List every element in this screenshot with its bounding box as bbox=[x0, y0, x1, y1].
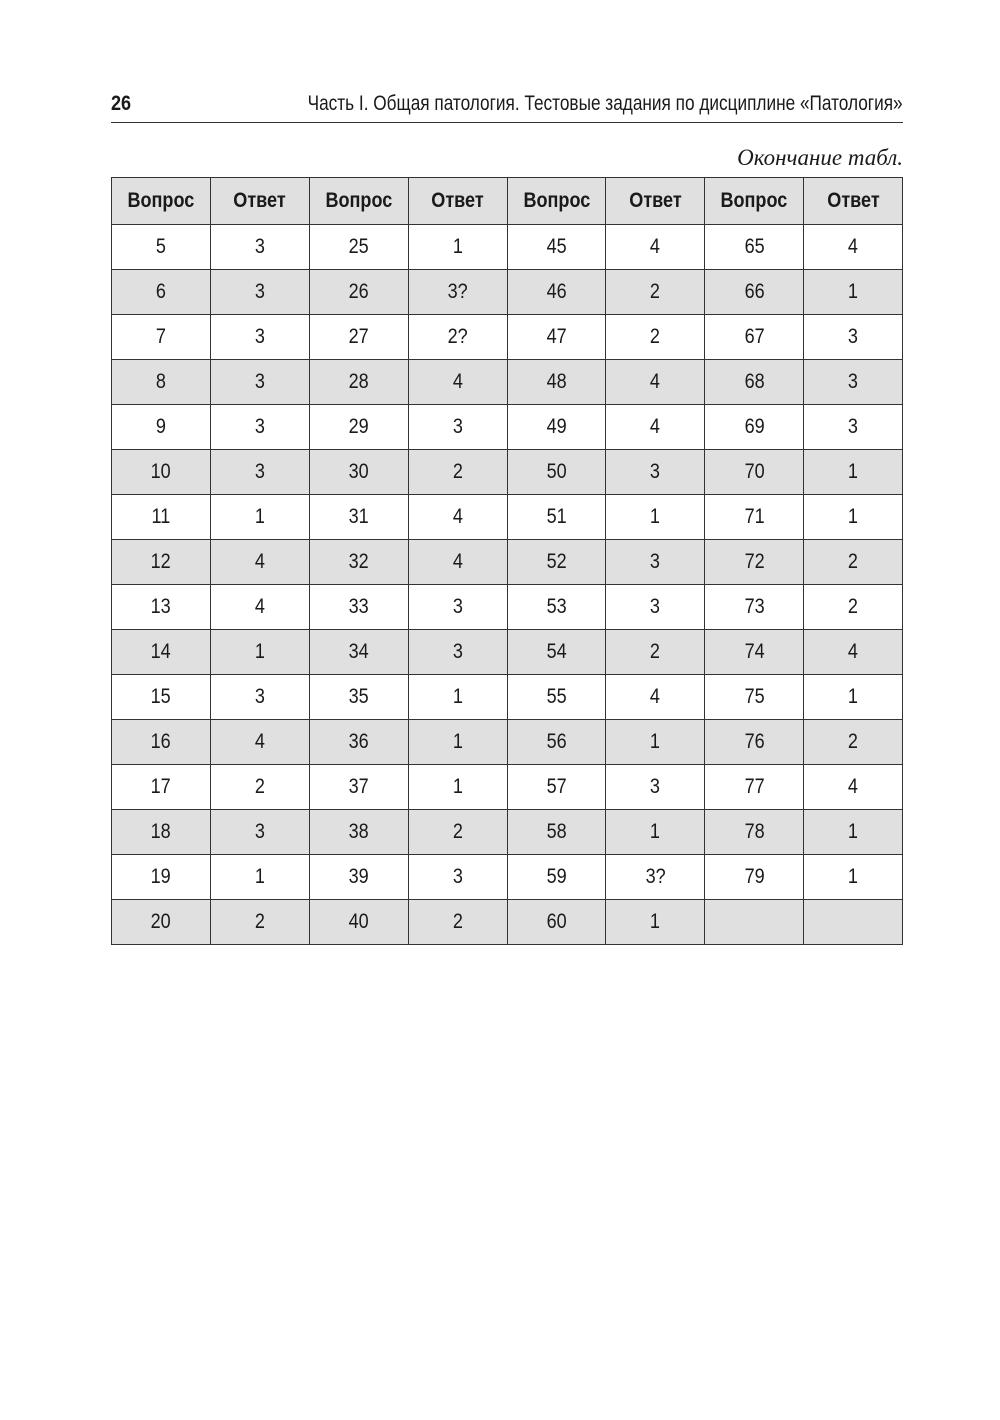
cell-value: 11 bbox=[151, 505, 171, 528]
cell-value: 3 bbox=[452, 415, 463, 438]
cell-value: 39 bbox=[348, 865, 369, 888]
column-header-label: Ответ bbox=[629, 189, 682, 212]
cell-value: 1 bbox=[452, 730, 463, 753]
answer-cell bbox=[804, 315, 903, 360]
cell-value: 1 bbox=[650, 505, 661, 528]
answer-cell bbox=[408, 270, 507, 315]
running-title: Часть I. Общая патология. Тестовые задания по дисциплине «Патология» bbox=[308, 92, 903, 115]
cell-value: 52 bbox=[546, 550, 567, 573]
cell-value: 3? bbox=[447, 280, 468, 303]
cell-value: 3 bbox=[254, 460, 265, 483]
cell-value: 53 bbox=[546, 595, 567, 618]
table-row bbox=[112, 360, 903, 405]
answer-cell bbox=[408, 360, 507, 405]
page-number: 26 bbox=[111, 92, 132, 115]
cell-value: 77 bbox=[744, 775, 765, 798]
answer-cell bbox=[210, 810, 309, 855]
cell-value: 66 bbox=[744, 280, 765, 303]
cell-value: 14 bbox=[150, 640, 171, 663]
cell-value: 17 bbox=[150, 775, 171, 798]
cell-value: 65 bbox=[744, 235, 765, 258]
cell-value: 3 bbox=[848, 415, 859, 438]
answer-cell bbox=[210, 405, 309, 450]
cell-value: 3 bbox=[254, 235, 265, 258]
answer-cell bbox=[210, 540, 309, 585]
table-row bbox=[112, 855, 903, 900]
answers-table bbox=[111, 177, 903, 945]
answer-cell bbox=[408, 630, 507, 675]
cell-value: 3 bbox=[650, 460, 661, 483]
question-cell bbox=[705, 810, 804, 855]
cell-value: 56 bbox=[546, 730, 567, 753]
answer-cell bbox=[804, 360, 903, 405]
cell-value: 3 bbox=[848, 370, 859, 393]
cell-value: 2 bbox=[254, 775, 265, 798]
question-cell bbox=[507, 720, 606, 765]
cell-value: 7 bbox=[155, 325, 166, 348]
running-head bbox=[111, 88, 903, 123]
cell-value: 76 bbox=[744, 730, 765, 753]
table-row bbox=[112, 630, 903, 675]
question-cell bbox=[705, 855, 804, 900]
cell-value: 26 bbox=[348, 280, 369, 303]
question-cell bbox=[309, 225, 408, 270]
answer-cell bbox=[606, 900, 705, 945]
table-row bbox=[112, 270, 903, 315]
cell-value: 10 bbox=[150, 460, 171, 483]
answer-cell bbox=[606, 315, 705, 360]
question-cell bbox=[705, 540, 804, 585]
table-row bbox=[112, 495, 903, 540]
question-cell bbox=[705, 315, 804, 360]
cell-value: 3 bbox=[848, 325, 859, 348]
cell-value: 2 bbox=[848, 550, 859, 573]
cell-value: 1 bbox=[848, 460, 859, 483]
answer-cell bbox=[804, 810, 903, 855]
cell-value: 1 bbox=[650, 730, 661, 753]
answer-cell bbox=[606, 270, 705, 315]
cell-value: 1 bbox=[452, 235, 463, 258]
answer-cell bbox=[408, 405, 507, 450]
cell-value: 3? bbox=[645, 865, 666, 888]
answer-cell bbox=[606, 540, 705, 585]
question-cell bbox=[507, 225, 606, 270]
cell-value: 48 bbox=[546, 370, 567, 393]
question-cell bbox=[507, 630, 606, 675]
question-cell bbox=[112, 495, 211, 540]
question-cell bbox=[705, 270, 804, 315]
answer-cell bbox=[408, 900, 507, 945]
question-cell bbox=[705, 225, 804, 270]
cell-value: 2 bbox=[848, 730, 859, 753]
question-cell bbox=[112, 810, 211, 855]
cell-value: 37 bbox=[348, 775, 369, 798]
cell-value: 8 bbox=[155, 370, 166, 393]
cell-value: 1 bbox=[254, 505, 265, 528]
answer-cell bbox=[804, 540, 903, 585]
question-cell bbox=[705, 675, 804, 720]
cell-value: 31 bbox=[348, 505, 369, 528]
answer-cell bbox=[210, 720, 309, 765]
question-cell bbox=[507, 495, 606, 540]
question-cell bbox=[112, 765, 211, 810]
answer-cell bbox=[606, 675, 705, 720]
answer-cell bbox=[408, 585, 507, 630]
answer-cell bbox=[408, 675, 507, 720]
cell-value: 59 bbox=[546, 865, 567, 888]
cell-value: 1 bbox=[848, 865, 859, 888]
question-cell bbox=[507, 450, 606, 495]
answer-cell bbox=[606, 225, 705, 270]
answer-cell bbox=[408, 765, 507, 810]
question-cell bbox=[507, 675, 606, 720]
question-cell bbox=[507, 765, 606, 810]
cell-value: 4 bbox=[452, 370, 463, 393]
answer-cell bbox=[606, 720, 705, 765]
cell-value: 4 bbox=[848, 775, 859, 798]
answer-cell bbox=[210, 315, 309, 360]
cell-value: 1 bbox=[650, 820, 661, 843]
cell-value: 3 bbox=[650, 775, 661, 798]
answer-cell bbox=[210, 225, 309, 270]
question-cell bbox=[112, 315, 211, 360]
question-cell bbox=[507, 900, 606, 945]
question-cell bbox=[705, 720, 804, 765]
cell-value: 40 bbox=[348, 910, 369, 933]
cell-value: 58 bbox=[546, 820, 567, 843]
column-header-label: Вопрос bbox=[720, 189, 788, 212]
cell-value: 4 bbox=[650, 415, 661, 438]
question-cell bbox=[507, 360, 606, 405]
cell-value: 70 bbox=[744, 460, 765, 483]
question-cell bbox=[112, 225, 211, 270]
column-header bbox=[804, 178, 903, 225]
cell-value: 3 bbox=[452, 595, 463, 618]
cell-value: 2 bbox=[650, 325, 661, 348]
answer-cell bbox=[408, 540, 507, 585]
cell-value: 4 bbox=[452, 505, 463, 528]
question-cell bbox=[705, 630, 804, 675]
column-header-label: Ответ bbox=[431, 189, 484, 212]
cell-value: 74 bbox=[744, 640, 765, 663]
cell-value: 3 bbox=[254, 325, 265, 348]
question-cell bbox=[507, 585, 606, 630]
answer-cell bbox=[804, 675, 903, 720]
cell-value: 72 bbox=[744, 550, 765, 573]
question-cell bbox=[112, 405, 211, 450]
cell-value: 16 bbox=[150, 730, 171, 753]
cell-value: 71 bbox=[744, 505, 765, 528]
cell-value: 73 bbox=[744, 595, 765, 618]
answer-cell bbox=[408, 495, 507, 540]
cell-value: 18 bbox=[150, 820, 171, 843]
answer-cell bbox=[408, 450, 507, 495]
question-cell bbox=[112, 720, 211, 765]
cell-value: 75 bbox=[744, 685, 765, 708]
answer-cell bbox=[804, 270, 903, 315]
answer-cell bbox=[804, 630, 903, 675]
cell-value: 6 bbox=[155, 280, 166, 303]
cell-value: 2 bbox=[650, 280, 661, 303]
column-header bbox=[309, 178, 408, 225]
answer-cell bbox=[804, 495, 903, 540]
question-cell bbox=[705, 405, 804, 450]
answer-cell bbox=[210, 495, 309, 540]
answer-cell bbox=[804, 720, 903, 765]
cell-value: 1 bbox=[254, 865, 265, 888]
column-header bbox=[606, 178, 705, 225]
answer-cell bbox=[606, 495, 705, 540]
answer-cell bbox=[408, 855, 507, 900]
question-cell bbox=[309, 900, 408, 945]
question-cell bbox=[507, 405, 606, 450]
question-cell bbox=[705, 360, 804, 405]
table-body bbox=[112, 225, 903, 945]
cell-value: 4 bbox=[254, 595, 265, 618]
question-cell bbox=[112, 675, 211, 720]
column-header bbox=[210, 178, 309, 225]
cell-value: 34 bbox=[348, 640, 369, 663]
cell-value: 3 bbox=[452, 865, 463, 888]
question-cell bbox=[309, 405, 408, 450]
cell-value: 46 bbox=[546, 280, 567, 303]
question-cell bbox=[507, 810, 606, 855]
column-header-label: Вопрос bbox=[523, 189, 590, 212]
cell-value: 25 bbox=[348, 235, 369, 258]
cell-value: 4 bbox=[452, 550, 463, 573]
answer-cell bbox=[606, 450, 705, 495]
cell-value: 3 bbox=[254, 415, 265, 438]
answer-cell bbox=[210, 450, 309, 495]
question-cell bbox=[507, 540, 606, 585]
answer-cell bbox=[408, 720, 507, 765]
cell-value: 4 bbox=[650, 235, 661, 258]
question-cell bbox=[309, 855, 408, 900]
answer-cell bbox=[804, 585, 903, 630]
question-cell bbox=[309, 270, 408, 315]
cell-value: 1 bbox=[848, 820, 859, 843]
cell-value: 2 bbox=[650, 640, 661, 663]
cell-value: 1 bbox=[848, 685, 859, 708]
cell-value: 3 bbox=[254, 280, 265, 303]
cell-value: 47 bbox=[546, 325, 567, 348]
answer-cell bbox=[210, 855, 309, 900]
question-cell bbox=[309, 630, 408, 675]
question-cell bbox=[309, 450, 408, 495]
answer-cell bbox=[606, 630, 705, 675]
column-header bbox=[705, 178, 804, 225]
column-header bbox=[112, 178, 211, 225]
question-cell bbox=[112, 450, 211, 495]
cell-value: 3 bbox=[254, 820, 265, 843]
cell-value: 4 bbox=[650, 370, 661, 393]
answer-cell bbox=[408, 810, 507, 855]
cell-value: 54 bbox=[546, 640, 567, 663]
answer-cell bbox=[210, 270, 309, 315]
table-caption: Окончание табл. bbox=[737, 145, 903, 170]
cell-value: 57 bbox=[546, 775, 567, 798]
cell-value: 36 bbox=[348, 730, 369, 753]
column-header-label: Вопрос bbox=[325, 189, 393, 212]
column-header bbox=[408, 178, 507, 225]
table-row bbox=[112, 405, 903, 450]
cell-value: 1 bbox=[254, 640, 265, 663]
table-row bbox=[112, 315, 903, 360]
cell-value: 49 bbox=[546, 415, 567, 438]
answer-cell bbox=[606, 360, 705, 405]
cell-value: 1 bbox=[650, 910, 661, 933]
cell-value: 38 bbox=[348, 820, 369, 843]
question-cell bbox=[309, 315, 408, 360]
cell-value: 4 bbox=[650, 685, 661, 708]
cell-value: 35 bbox=[348, 685, 369, 708]
cell-value: 2 bbox=[452, 460, 463, 483]
table-row bbox=[112, 900, 903, 945]
answer-cell bbox=[210, 630, 309, 675]
question-cell bbox=[705, 585, 804, 630]
question-cell bbox=[309, 675, 408, 720]
cell-value: 3 bbox=[452, 640, 463, 663]
table-row bbox=[112, 585, 903, 630]
question-cell bbox=[705, 450, 804, 495]
cell-value: 3 bbox=[650, 595, 661, 618]
cell-value: 1 bbox=[452, 775, 463, 798]
answer-cell bbox=[210, 675, 309, 720]
answer-cell bbox=[210, 765, 309, 810]
cell-value: 4 bbox=[848, 640, 859, 663]
answer-cell bbox=[606, 855, 705, 900]
table-row bbox=[112, 450, 903, 495]
cell-value: 33 bbox=[348, 595, 369, 618]
cell-value: 30 bbox=[348, 460, 369, 483]
cell-value: 60 bbox=[546, 910, 567, 933]
cell-value: 2 bbox=[848, 595, 859, 618]
answer-cell bbox=[804, 900, 903, 945]
header-row bbox=[112, 178, 903, 225]
question-cell bbox=[705, 765, 804, 810]
cell-value: 3 bbox=[650, 550, 661, 573]
cell-value: 55 bbox=[546, 685, 567, 708]
answer-cell bbox=[606, 765, 705, 810]
question-cell bbox=[705, 495, 804, 540]
answer-cell bbox=[408, 225, 507, 270]
cell-value: 20 bbox=[150, 910, 171, 933]
cell-value: 28 bbox=[348, 370, 369, 393]
answer-cell bbox=[606, 585, 705, 630]
answer-cell bbox=[606, 810, 705, 855]
question-cell bbox=[507, 270, 606, 315]
cell-value: 12 bbox=[150, 550, 171, 573]
answer-cell bbox=[804, 450, 903, 495]
cell-value: 2 bbox=[452, 910, 463, 933]
answer-cell bbox=[804, 855, 903, 900]
cell-value: 29 bbox=[348, 415, 369, 438]
cell-value: 4 bbox=[848, 235, 859, 258]
answer-cell bbox=[804, 405, 903, 450]
cell-value: 27 bbox=[348, 325, 369, 348]
cell-value: 1 bbox=[452, 685, 463, 708]
column-header-label: Вопрос bbox=[127, 189, 195, 212]
table-row bbox=[112, 540, 903, 585]
table-row bbox=[112, 225, 903, 270]
cell-value: 51 bbox=[546, 505, 567, 528]
cell-value: 45 bbox=[546, 235, 567, 258]
question-cell bbox=[507, 855, 606, 900]
cell-value: 5 bbox=[155, 235, 166, 258]
question-cell bbox=[309, 360, 408, 405]
cell-value: 2 bbox=[254, 910, 265, 933]
cell-value: 32 bbox=[348, 550, 369, 573]
cell-value: 2? bbox=[447, 325, 468, 348]
cell-value: 69 bbox=[744, 415, 765, 438]
answer-cell bbox=[210, 900, 309, 945]
cell-value: 68 bbox=[744, 370, 765, 393]
question-cell bbox=[309, 585, 408, 630]
answer-cell bbox=[804, 225, 903, 270]
cell-value: 4 bbox=[254, 730, 265, 753]
question-cell bbox=[112, 270, 211, 315]
question-cell bbox=[309, 720, 408, 765]
cell-value: 1 bbox=[848, 505, 859, 528]
question-cell bbox=[112, 585, 211, 630]
column-header-label: Ответ bbox=[826, 189, 880, 212]
question-cell bbox=[112, 540, 211, 585]
table-header bbox=[112, 178, 903, 225]
column-header bbox=[507, 178, 606, 225]
cell-value: 50 bbox=[546, 460, 567, 483]
question-cell bbox=[112, 855, 211, 900]
cell-value: 2 bbox=[452, 820, 463, 843]
answer-cell bbox=[408, 315, 507, 360]
cell-value: 3 bbox=[254, 685, 265, 708]
question-cell bbox=[112, 630, 211, 675]
cell-value: 13 bbox=[150, 595, 171, 618]
question-cell bbox=[309, 495, 408, 540]
question-cell bbox=[705, 900, 804, 945]
table-row bbox=[112, 720, 903, 765]
cell-value: 67 bbox=[744, 325, 765, 348]
cell-value: 1 bbox=[848, 280, 859, 303]
cell-value: 79 bbox=[744, 865, 765, 888]
question-cell bbox=[112, 900, 211, 945]
cell-value: 9 bbox=[155, 415, 166, 438]
cell-value: 4 bbox=[254, 550, 265, 573]
table-row bbox=[112, 810, 903, 855]
answer-cell bbox=[606, 405, 705, 450]
cell-value: 19 bbox=[150, 865, 171, 888]
cell-value: 3 bbox=[254, 370, 265, 393]
column-header-label: Ответ bbox=[233, 189, 287, 212]
question-cell bbox=[112, 360, 211, 405]
cell-value: 15 bbox=[150, 685, 171, 708]
table-row bbox=[112, 675, 903, 720]
cell-value: 78 bbox=[744, 820, 765, 843]
question-cell bbox=[507, 315, 606, 360]
question-cell bbox=[309, 810, 408, 855]
question-cell bbox=[309, 540, 408, 585]
table-row bbox=[112, 765, 903, 810]
answer-cell bbox=[210, 585, 309, 630]
answer-cell bbox=[804, 765, 903, 810]
answer-cell bbox=[210, 360, 309, 405]
question-cell bbox=[309, 765, 408, 810]
